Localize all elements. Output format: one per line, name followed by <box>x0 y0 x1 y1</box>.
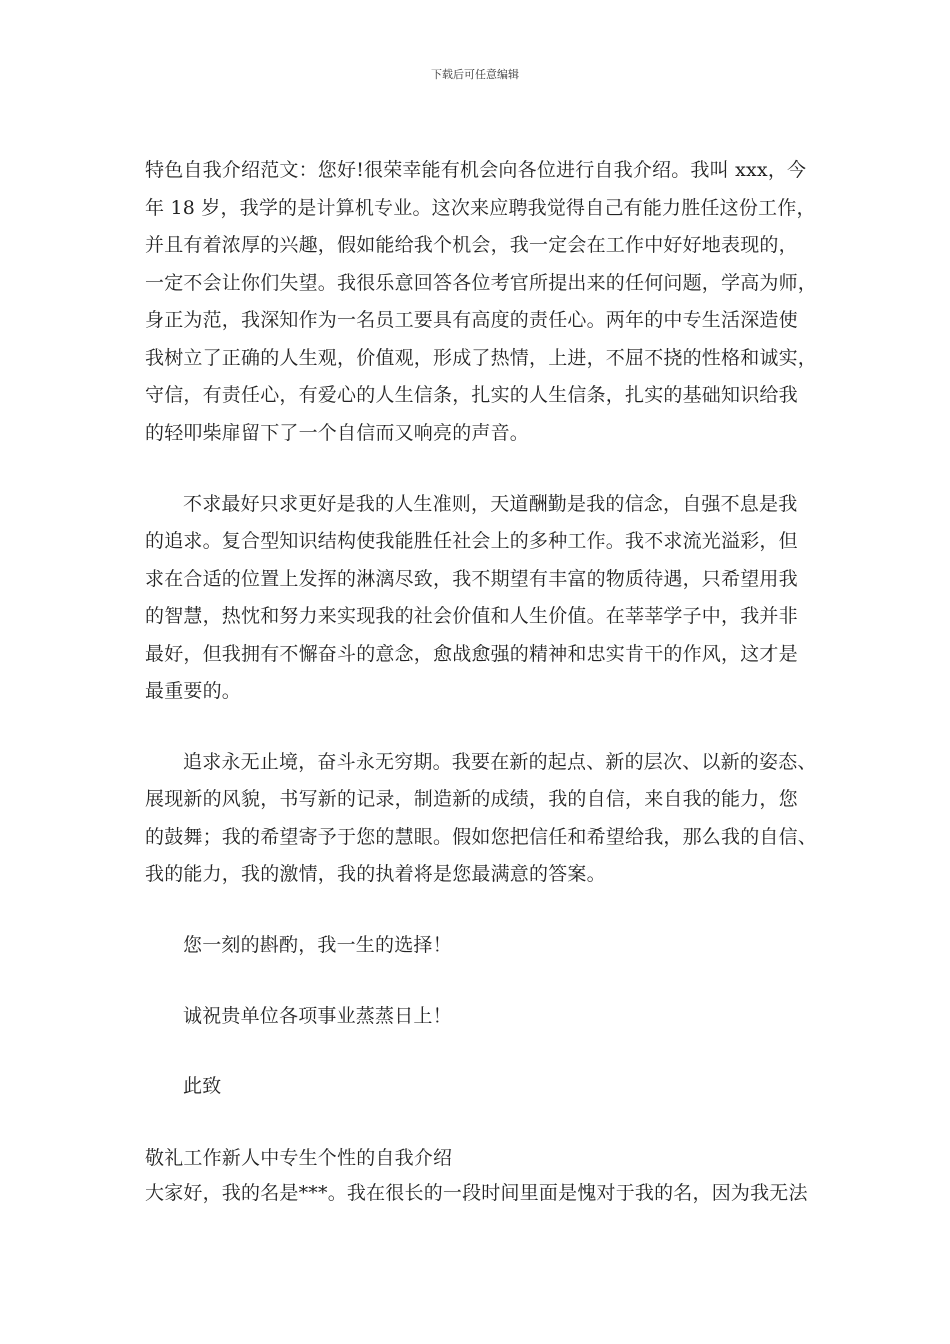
paragraph-line: 追求永无止境，奋斗永无穷期。我要在新的起点、新的层次、以新的姿态、 <box>183 751 817 773</box>
closing-line: 您一刻的斟酌，我一生的选择！ <box>183 934 452 956</box>
paragraph-line: 的智慧，热忱和努力来实现我的社会价值和人生价值。在莘莘学子中，我并非 <box>145 605 798 627</box>
closing-line: 此致 <box>183 1075 222 1097</box>
paragraph-line: 年 18 岁，我学的是计算机专业。这次来应聘我觉得自己有能力胜任这份工作， <box>145 197 816 219</box>
paragraph-line: 我的能力，我的激情，我的执着将是您最满意的答案。 <box>145 863 606 885</box>
paragraph-line: 最好，但我拥有不懈奋斗的意念，愈战愈强的精神和忠实肯干的作风，这才是 <box>145 643 798 665</box>
paragraph-line: 身正为范，我深知作为一名员工要具有高度的责任心。两年的中专生活深造使 <box>145 309 798 331</box>
paragraph-line: 特色自我介绍范文：您好!很荣幸能有机会向各位进行自我介绍。我叫 xxx，今 <box>145 159 807 181</box>
paragraph-line: 的轻叩柴扉留下了一个自信而又响亮的声音。 <box>145 422 530 444</box>
paragraph-line: 的追求。复合型知识结构使我能胜任社会上的多种工作。我不求流光溢彩，但 <box>145 530 798 552</box>
paragraph-line: 我树立了正确的人生观，价值观，形成了热情，上进，不屈不挠的性格和诚实， <box>145 347 818 369</box>
paragraph-line: 求在合适的位置上发挥的淋漓尽致，我不期望有丰富的物质待遇，只希望用我 <box>145 568 798 590</box>
paragraph-line: 的鼓舞；我的希望寄予于您的慧眼。假如您把信任和希望给我，那么我的自信、 <box>145 826 818 848</box>
paragraph-line: 不求最好只求更好是我的人生准则，天道酬勤是我的信念，自强不息是我 <box>183 493 798 515</box>
paragraph-line: 大家好，我的名是***。我在很长的一段时间里面是愧对于我的名，因为我无法 <box>145 1182 808 1204</box>
closing-line: 诚祝贵单位各项事业蒸蒸日上！ <box>183 1005 452 1027</box>
paragraph-line: 展现新的风貌，书写新的记录，制造新的成绩，我的自信，来自我的能力，您 <box>145 788 798 810</box>
paragraph-line: 一定不会让你们失望。我很乐意回答各位考官所提出来的任何问题，学高为师， <box>145 272 818 294</box>
paragraph-line: 并且有着浓厚的兴趣，假如能给我个机会，我一定会在工作中好好地表现的， <box>145 234 798 256</box>
paragraph-line: 守信，有责任心，有爱心的人生信条，扎实的人生信条，扎实的基础知识给我 <box>145 384 798 406</box>
page-header: 下载后可任意编辑 <box>431 68 519 81</box>
paragraph-line: 最重要的。 <box>145 680 242 702</box>
section-title: 敬礼工作新人中专生个性的自我介绍 <box>145 1147 453 1169</box>
